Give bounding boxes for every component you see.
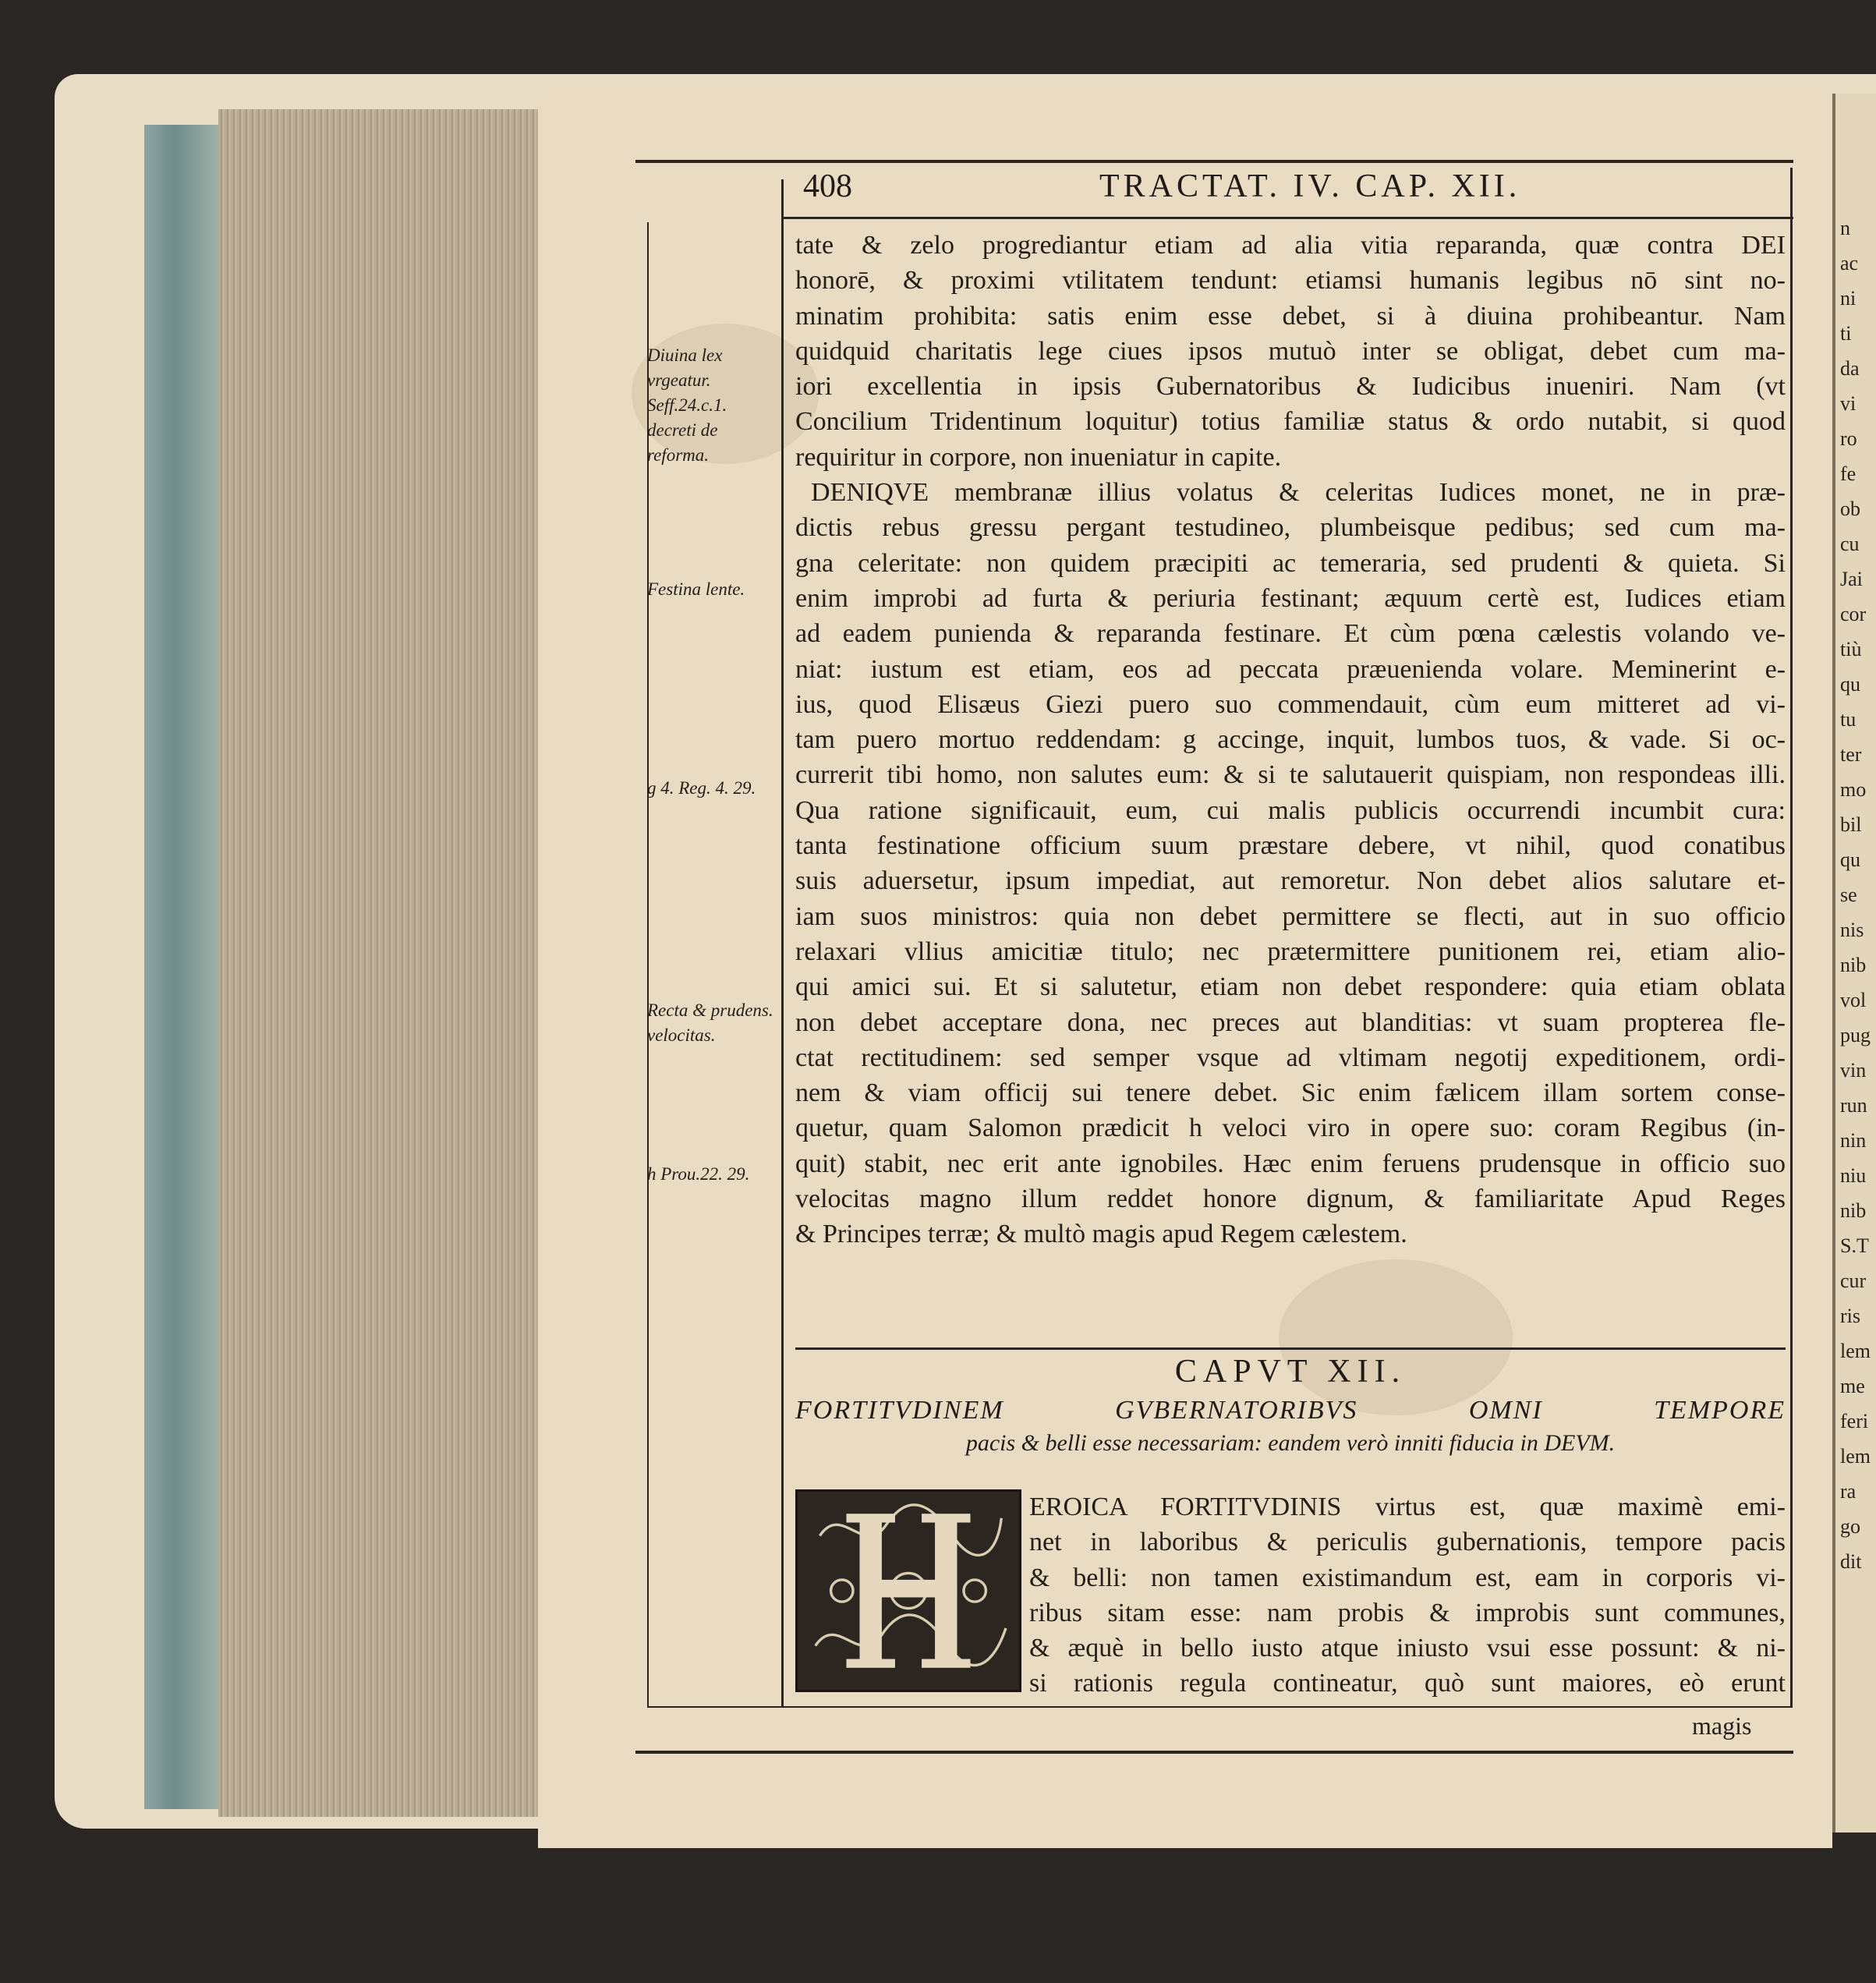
body-line: Concilium Tridentinum loquitur) totius familiæ status & ordo nutabit, si quod (795, 407, 1786, 437)
right-page-fragment: se (1840, 883, 1857, 906)
right-page-fragment: fe (1840, 462, 1857, 485)
body-line: ctat rectitudinem: sed semper vsque ad vltimam negotij expeditionem, ordi- (795, 1043, 1786, 1072)
right-page-fragment: lem (1840, 1340, 1871, 1362)
right-page-fragment: feri (1840, 1410, 1869, 1432)
right-page-fragment: S.T (1840, 1234, 1869, 1257)
body-line: non debet acceptare dona, nec preces aut blanditias: vt suam propterea fle- (795, 1007, 1786, 1037)
margin-note: Festina lente. (647, 579, 745, 599)
right-page-fragment: cu (1840, 533, 1860, 555)
right-page-fragment: mo (1840, 778, 1867, 801)
right-page-fragment: ti (1840, 322, 1852, 345)
right-page-fragment: ra (1840, 1480, 1857, 1503)
right-page-fragment: da (1840, 357, 1860, 380)
body-line: currerit tibi homo, non salutes eum: & si te salutauerit quispiam, non respondeas illi. (795, 760, 1786, 790)
page-number: 408 (803, 168, 852, 204)
body-line: quit) stabit, nec erit ante ignobiles. Hæc enim feruens prudensque in officio suo (795, 1149, 1786, 1178)
right-page-fragment: ris (1840, 1305, 1860, 1327)
body-line: iam suos ministros: quia non debet permittere se flecti, aut in suo officio (795, 901, 1786, 931)
body-line: relaxari vllius amicitiæ titulo; nec prætermittere punitionem rei, etiam alio- (795, 937, 1786, 966)
body-line: DENIQVE membranæ illius volatus & celeritas Iudices monet, ne in præ- (811, 478, 1786, 508)
right-page-fragment: me (1840, 1375, 1865, 1397)
chapter-line: ribus sitam esse: nam probis & improbis sunt communes, (1029, 1598, 1786, 1627)
chapter-subtitle-line1: FORTITVDINEM GVBERNATORIBVS OMNI TEMPORE (795, 1396, 1786, 1425)
body-line: tam puero mortuo reddendam: g accinge, inquit, lumbos tuos, & vade. Si oc- (795, 725, 1786, 755)
body-line: ius, quod Elisæus Giezi puero suo commendauit, cùm eum mitteret ad vi- (795, 689, 1786, 719)
header-rule (784, 217, 1793, 219)
body-line: Qua ratione significauit, eum, cui malis publicis occurrendi incumbit cura: (795, 795, 1786, 825)
right-page-fragment: lem (1840, 1445, 1871, 1468)
body-line: qui amici sui. Et si salutetur, etiam non debet respondere: quia etiam oblata (795, 972, 1786, 1002)
chapter-title: CAPVT XII. (1174, 1354, 1407, 1390)
chapter-line: & æquè in bello iusto atque iniusto vsui esse possunt: & ni- (1029, 1634, 1786, 1663)
body-line: requiritur in corpore, non inueniatur in capite. (795, 442, 1282, 472)
right-page-fragment: vin (1840, 1059, 1867, 1082)
right-page-fragment: qu (1840, 673, 1860, 696)
right-page-fragment: vol (1840, 989, 1867, 1011)
right-page-fragment: qu (1840, 848, 1860, 871)
right-page-fragment: tiù (1840, 638, 1862, 660)
right-page-fragment: nis (1840, 919, 1864, 941)
margin-note: g 4. Reg. 4. 29. (647, 778, 756, 798)
chapter-rule (795, 1347, 1786, 1350)
right-page-fragment: nib (1840, 954, 1867, 976)
right-rule (1790, 168, 1793, 1708)
right-page-fragment: cor (1840, 603, 1867, 625)
right-page-fragment: nib (1840, 1199, 1867, 1222)
decorated-initial-h (795, 1489, 1021, 1692)
right-page-fragment: go (1840, 1515, 1860, 1538)
foot-rule (635, 1751, 1793, 1754)
top-rule (635, 160, 1793, 163)
body-line: quetur, quam Salomon prædicit h veloci viro in opere suo: coram Regibus (in- (795, 1114, 1786, 1143)
body-line: enim improbi ad furta & periuria festinant; æquum certè est, Iudices etiam (795, 583, 1786, 613)
margin-note: Diuina lex vrgeatur. Seff.24.c.1. decreti de reforma. (647, 345, 727, 465)
right-page-fragment: ter (1840, 743, 1862, 766)
right-page-fragment: run (1840, 1094, 1867, 1117)
body-line: niat: iustum est etiam, eos ad peccata præuenienda volare. Meminerint e- (795, 654, 1786, 684)
right-page-fragment: tu (1840, 708, 1857, 731)
page-header (803, 168, 1770, 214)
paper-stain (1279, 1259, 1513, 1415)
page-edge-blue (144, 125, 218, 1809)
body-line: minatim prohibita: satis enim esse debet, si à diuina prohibeantur. Nam (795, 301, 1786, 331)
right-page-fragment: pug (1840, 1024, 1871, 1046)
right-page-fragment: vi (1840, 392, 1857, 415)
right-page-fragment: ac (1840, 252, 1859, 274)
body-line: quidquid charitatis lege ciues ipsos mutuò inter se obligat, debet cum ma- (795, 336, 1786, 366)
right-page-fragment: ob (1840, 498, 1860, 520)
right-page-fragment: ni (1840, 287, 1857, 310)
chapter-line: & belli: non tamen existimandum est, eam in corporis vi- (1029, 1563, 1786, 1592)
body-line: & Principes terræ; & multò magis apud Regem cælestem. (795, 1220, 1407, 1249)
chapter-line: EROICA FORTITVDINIS virtus est, quæ maximè emi- (1029, 1493, 1786, 1521)
chapter-line: net in laboribus & periculis gubernationis, tempore pacis (1029, 1528, 1786, 1557)
right-page-fragment: bil (1840, 813, 1862, 836)
right-page-fragment: nin (1840, 1129, 1867, 1152)
right-page-edge (1832, 94, 1876, 1833)
chapter-subtitle (795, 1396, 1786, 1457)
right-page-fragment: cur (1840, 1269, 1867, 1292)
body-line: dictis rebus gressu pergant testudineo, plumbeisque pedibus; sed cum ma- (795, 513, 1786, 543)
body-text (795, 228, 1786, 1252)
body-line: honorē, & proximi vtilitatem tendunt: etiamsi humanis legibus nō sint no- (795, 266, 1786, 296)
margin-note: Recta & prudens. velocitas. (647, 1000, 773, 1045)
body-line: tate & zelo progrediantur etiam ad alia vitia reparanda, quæ contra DEI (795, 231, 1786, 260)
chapter-subtitle-line2: pacis & belli esse necessariam: eandem verò inniti fiducia in DEVM. (965, 1430, 1616, 1456)
right-page-text (1835, 211, 1876, 1579)
body-line: nem & viam officij sui tenere debet. Sic enim fælicem illam sortem conse- (795, 1078, 1786, 1108)
page-block-edges (218, 109, 538, 1817)
right-page-fragment: niu (1840, 1164, 1867, 1187)
body-line: ad eadem punienda & reparanda festinare. Et cùm pœna cælestis volando ve- (795, 619, 1786, 649)
margin-note: h Prou.22. 29. (647, 1164, 750, 1184)
body-line: suis aduersetur, ipsum impediat, aut remoretur. Non debet alios salutare et- (795, 866, 1786, 896)
body-line: gna celeritate: non quidem præcipiti ac temeraria, sed prudenti & quieta. Si (795, 548, 1786, 578)
right-page-fragment: dit (1840, 1550, 1862, 1573)
body-line: tanta festinatione officium suum præstare debere, vt nihil, quod conatibus (795, 831, 1786, 861)
catchword: magis (1692, 1712, 1752, 1740)
column-rule (781, 179, 784, 1708)
bottom-rule (647, 1706, 1792, 1708)
body-line: velocitas magno illum reddet honore dignum, & familiaritate Apud Reges (795, 1184, 1786, 1214)
right-page-fragment: ro (1840, 427, 1857, 450)
chapter-text (1029, 1489, 1786, 1701)
running-title: TRACTAT. IV. CAP. XII. (1099, 168, 1521, 204)
right-page-fragment: n (1840, 217, 1850, 239)
body-line: iori excellentia in ipsis Gubernatoribus & Iudicibus inueniri. Nam (vt (795, 372, 1786, 402)
right-page-fragment: Jai (1840, 568, 1863, 590)
chapter-line: si rationis regula contineatur, quò sunt maiores, eò erunt (1029, 1669, 1786, 1698)
